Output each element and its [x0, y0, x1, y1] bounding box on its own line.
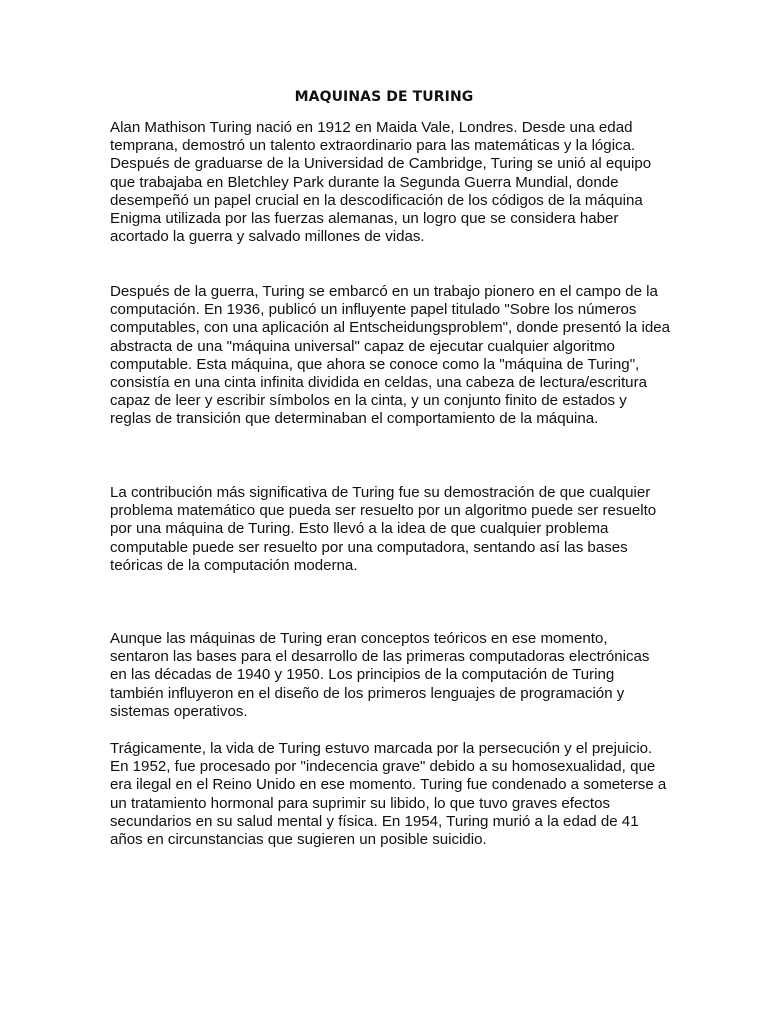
paragraph-main-contribution: La contribución más significativa de Turing fue su demostración de que cualquier problema matemático que pueda ser resuelto por un algoritmo puede ser resuelto por una máquina de Turing. Esto llevó a la idea de que cualquier problema computable puede ser resuelto por una computadora, sentando así las bases teóricas de la computación moderna.: [110, 484, 657, 574]
paragraph-biography: Alan Mathison Turing nació en 1912 en Maida Vale, Londres. Desde una edad temprana, demostró un talento extraordinario para las matemáticas y la lógica. Después de graduarse de la Universidad de Cambridge, Turing se unió al equipo que trabajaba en Bletchley Park durante la Segunda Guerra Mundial, donde desempeñó un papel crucial en la descodificación de los códigos de la máquina Enigma utilizada por las fuerzas alemanas, un logro que se considera haber acortado la guerra y salvado millones de vidas.: [110, 119, 652, 246]
document-title: MAQUINAS DE TURING: [294, 89, 474, 105]
paragraph-legacy: Aunque las máquinas de Turing eran conceptos teóricos en ese momento, sentaron las bases para el desarrollo de las primeras computadoras electrónicas en las décadas de 1940 y 1950. Los principios de la computación de Turing también influyeron en el diseño de los primeros lenguajes de programación y sistemas operativos.: [110, 630, 650, 720]
paragraph-computation-work: Después de la guerra, Turing se embarcó en un trabajo pionero en el campo de la computación. En 1936, publicó un influyente papel titulado "Sobre los números computables, con una aplicación al Entscheidungsproblem", donde presentó la idea abstracta de una "máquina universal" capaz de ejecutar cualquier algoritmo computable. Esta máquina, que ahora se conoce como la "máquina de Turing", consistía en una cinta infinita dividida en celdas, una cabeza de lectura/escritura capaz de leer y escribir símbolos en la cinta, y un conjunto finito de estados y reglas de transición que determinaban el comportamiento de la máquina.: [110, 283, 671, 428]
paragraph-persecution: Trágicamente, la vida de Turing estuvo marcada por la persecución y el prejuicio. En 1952, fue procesado por "indecencia grave" debido a su homosexualidad, que era ilegal en el Reino Unido en ese momento. Turing fue condenado a someterse a un tratamiento hormonal para suprimir su libido, lo que tuvo graves efectos secundarios en su salud mental y física. En 1954, Turing murió a la edad de 41 años en circunstancias que sugieren un posible suicidio.: [110, 740, 667, 849]
